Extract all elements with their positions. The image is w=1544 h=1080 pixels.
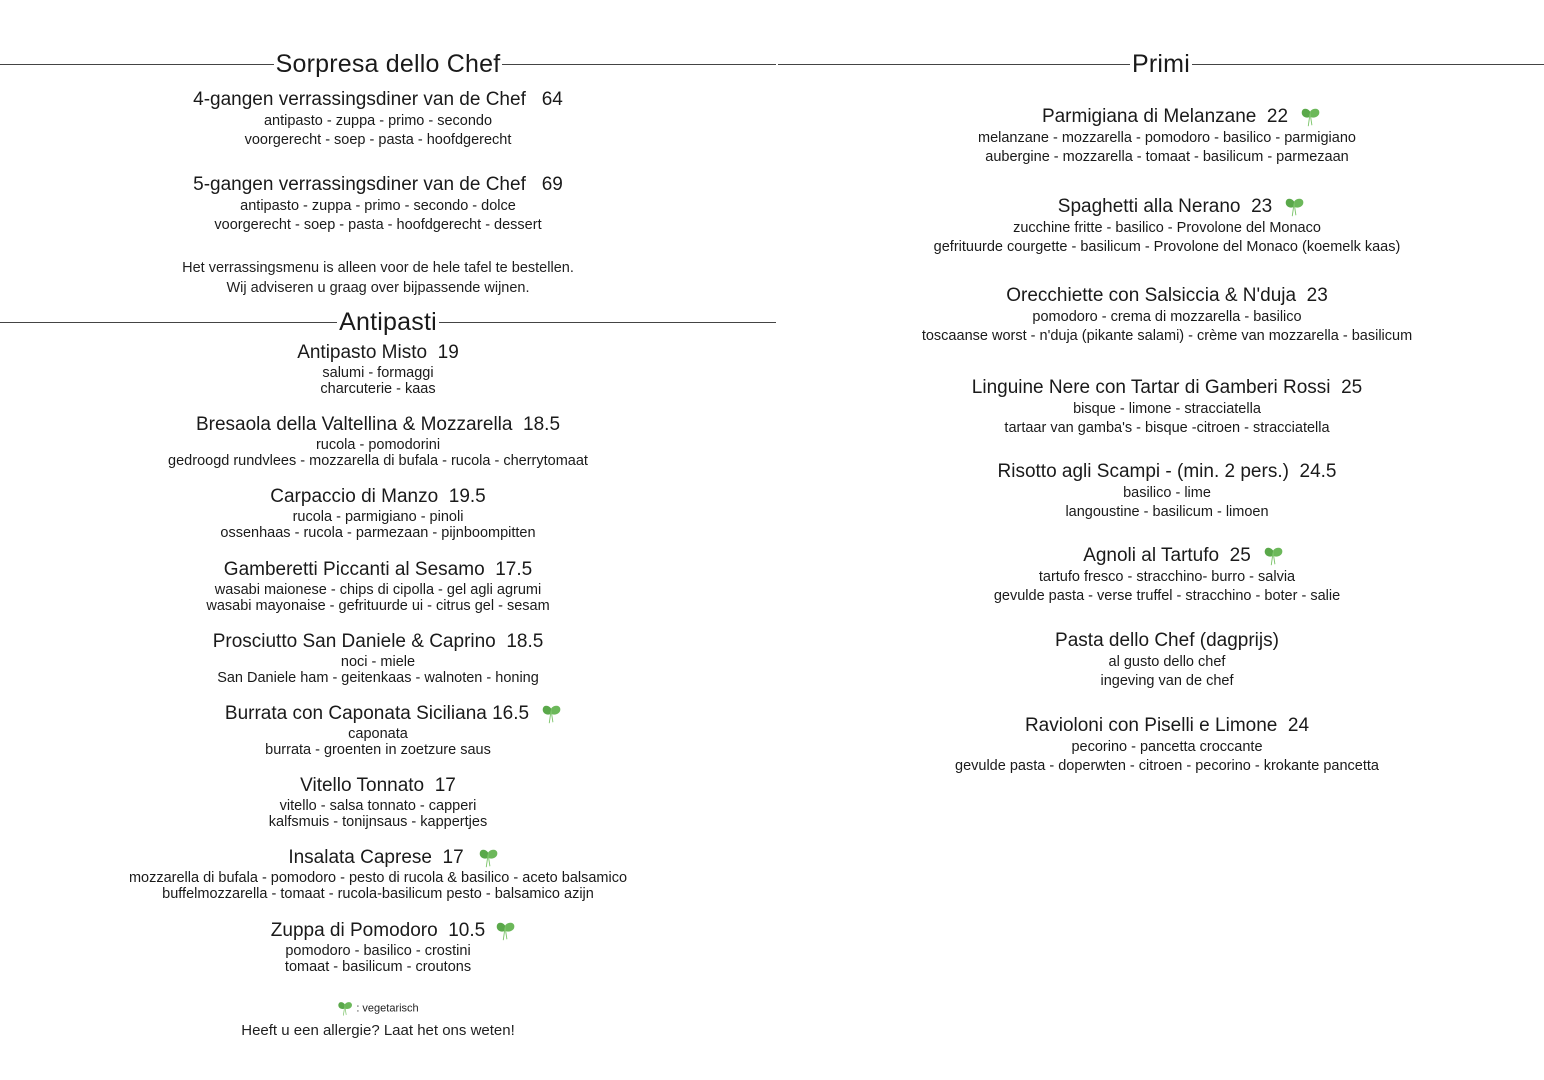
item-price: 17 (442, 847, 464, 868)
item-desc-nl: tomaat - basilicum - croutons (284, 959, 472, 975)
leaf-icon (1284, 196, 1306, 218)
item-name-line (1083, 544, 1285, 568)
item-price: 69 (541, 174, 563, 195)
item-desc-it: caponata (348, 726, 408, 742)
item-desc-nl: wasabi mayonaise - gefrituurde ui - citrus gel - sesam (206, 598, 550, 614)
leaf-icon (541, 703, 563, 725)
menu-item (0, 558, 776, 614)
item-desc-it: tartufo fresco - stracchino- burro - salvia (1038, 569, 1296, 585)
menu-item (0, 702, 776, 758)
menu-item (790, 376, 1544, 438)
leaf-icon (337, 1000, 354, 1017)
item-price: 19.5 (448, 486, 486, 507)
item-name-line (297, 341, 459, 365)
item-desc-nl: aubergine - mozzarella - tomaat - basilicum - parmezaan (985, 149, 1349, 165)
item-desc-nl: gedroogd rundvlees - mozzarella di bufala - rucola - cherrytomaat (168, 453, 588, 469)
item-desc-it: noci - miele (340, 654, 416, 670)
menu-item (790, 460, 1544, 522)
item-desc-nl: ossenhaas - rucola - parmezaan - pijnboompitten (220, 525, 536, 541)
item-name: 4-gangen verrassingsdiner van de Chef (193, 89, 526, 110)
item-desc-it: basilico - lime (1123, 485, 1211, 501)
item-desc-it: melanzane - mozzarella - pomodoro - basilico - parmigiano (978, 130, 1356, 146)
item-name-line (998, 460, 1337, 484)
item-name-line (1006, 284, 1328, 308)
section-header-primi (778, 44, 1544, 84)
menu-item (0, 88, 776, 150)
leaf-icon (495, 920, 517, 942)
item-price: 18.5 (506, 631, 544, 652)
section-header-antipasti (0, 302, 776, 342)
item-name-line (213, 630, 544, 654)
item-name: Bresaola della Valtellina & Mozzarella (195, 414, 513, 435)
item-name-line (271, 919, 517, 943)
item-desc-nl: tartaar van gamba's - bisque -citroen - stracciatella (1004, 420, 1330, 436)
item-desc-it: antipasto - zuppa - primo - secondo (263, 113, 493, 129)
item-desc-it: bisque - limone - stracciatella (1073, 401, 1261, 417)
item-desc-it: pomodoro - basilico - crostini (285, 943, 471, 959)
item-name: Carpaccio di Manzo (270, 486, 439, 507)
item-price: 18.5 (523, 414, 561, 435)
menu-item (790, 195, 1544, 257)
item-name: Vitello Tonnato (300, 775, 425, 796)
item-name-line (193, 173, 563, 197)
item-price: 25 (1229, 545, 1251, 566)
item-name-line (225, 702, 563, 726)
item-name: Insalata Caprese (288, 847, 432, 868)
leaf-icon (1300, 106, 1322, 128)
item-name: Spaghetti alla Nerano (1057, 196, 1241, 217)
menu-item (0, 774, 776, 830)
note-line: Het verrassingsmenu is alleen voor de hele tafel te bestellen. (182, 260, 574, 276)
item-name: Burrata con Caponata Siciliana (224, 703, 487, 724)
item-desc-nl: gefrituurde courgette - basilicum - Provolone del Monaco (koemelk kaas) (933, 239, 1401, 255)
item-price: 24.5 (1299, 461, 1337, 482)
item-desc-it: mozzarella di bufala - pomodoro - pesto di rucola & basilico - aceto balsamico (128, 870, 628, 886)
leaf-icon (478, 847, 500, 869)
menu-item (790, 284, 1544, 346)
note-line: Wij adviseren u graag over bijpassende wijnen. (226, 280, 530, 296)
item-name-line (270, 485, 485, 509)
item-name-line (288, 846, 499, 870)
item-name-line (193, 88, 563, 112)
item-name: Risotto agli Scampi - (min. 2 pers.) (997, 461, 1289, 482)
vegetarian-legend (0, 1000, 776, 1017)
menu-item (0, 485, 776, 541)
allergy-note: Heeft u een allergie? Laat het ons weten! (241, 1022, 515, 1039)
leaf-icon (1263, 545, 1285, 567)
item-desc-it: zucchine fritte - basilico - Provolone del Monaco (1013, 220, 1321, 236)
item-name-line (300, 774, 456, 798)
item-name: Antipasto Misto (297, 342, 428, 363)
item-name: 5-gangen verrassingsdiner van de Chef (193, 174, 526, 195)
item-price: 23 (1306, 285, 1328, 306)
menu-item (790, 629, 1544, 691)
divider-rule (1192, 64, 1544, 65)
item-name: Zuppa di Pomodoro (270, 920, 438, 941)
item-price: 17 (434, 775, 456, 796)
item-name-line (1058, 195, 1306, 219)
item-name: Pasta dello Chef (dagprijs) (1055, 630, 1279, 651)
item-desc-nl: buffelmozzarella - tomaat - rucola-basilicum pesto - balsamico azijn (162, 886, 594, 902)
divider-rule (0, 322, 337, 323)
item-name: Linguine Nere con Tartar di Gamberi Rossi (971, 377, 1331, 398)
item-name: Agnoli al Tartufo (1083, 545, 1220, 566)
item-price: 17.5 (495, 559, 533, 580)
section-title: Sorpresa dello Chef (275, 50, 501, 78)
item-name: Parmigiana di Melanzane (1041, 106, 1257, 127)
item-name: Prosciutto San Daniele & Caprino (212, 631, 496, 652)
section-header-sorpresa (0, 44, 776, 84)
divider-rule (439, 322, 776, 323)
item-desc-nl: voorgerecht - soep - pasta - hoofdgerecht (244, 132, 512, 148)
item-desc-it: wasabi maionese - chips di cipolla - gel agli agrumi (214, 582, 542, 598)
item-desc-nl: burrata - groenten in zoetzure saus (265, 742, 491, 758)
item-desc-nl: charcuterie - kaas (320, 381, 436, 397)
item-price: 25 (1341, 377, 1363, 398)
item-price: 22 (1266, 106, 1289, 127)
menu-item (790, 544, 1544, 606)
menu-item (0, 173, 776, 235)
menu-item (0, 341, 776, 397)
item-desc-it: al gusto dello chef (1108, 654, 1226, 670)
item-price: 19 (437, 342, 459, 363)
item-name: Gamberetti Piccanti al Sesamo (223, 559, 485, 580)
item-desc-nl: toscaanse worst - n'duja (pikante salami) - crème van mozzarella - basilicum (921, 328, 1413, 344)
menu-item (790, 714, 1544, 776)
menu-item (0, 919, 776, 975)
item-desc-nl: kalfsmuis - tonijnsaus - kappertjes (268, 814, 488, 830)
item-desc-nl: gevulde pasta - doperwten - citroen - pecorino - krokante pancetta (955, 758, 1379, 774)
item-desc-it: rucola - pomodorini (315, 437, 441, 453)
section-title: Antipasti (339, 308, 437, 336)
item-desc-it: antipasto - zuppa - primo - secondo - dolce (240, 198, 516, 214)
item-desc-nl: San Daniele ham - geitenkaas - walnoten - honing (217, 670, 539, 686)
section-title: Primi (1132, 50, 1190, 78)
item-desc-nl: langoustine - basilicum - limoen (1065, 504, 1269, 520)
item-name: Ravioloni con Piselli e Limone (1024, 715, 1278, 736)
item-price: 23 (1251, 196, 1273, 217)
legend-label: : vegetarisch (356, 1002, 419, 1015)
item-name-line (1042, 105, 1322, 129)
item-desc-nl: voorgerecht - soep - pasta - hoofdgerecht - dessert (214, 217, 542, 233)
divider-rule (778, 64, 1130, 65)
item-name: Orecchiette con Salsiccia & N'duja (1006, 285, 1297, 306)
item-price: 10.5 (448, 920, 486, 941)
item-desc-nl: ingeving van de chef (1100, 673, 1234, 689)
item-price: 24 (1287, 715, 1310, 736)
menu-item (790, 105, 1544, 167)
sorpresa-note (0, 258, 776, 298)
item-desc-it: pomodoro - crema di mozzarella - basilico (1032, 309, 1302, 325)
item-name-line (1025, 714, 1309, 738)
item-name-line (224, 558, 532, 582)
item-name-line (1055, 629, 1279, 653)
item-name-line (972, 376, 1362, 400)
menu-item (0, 630, 776, 686)
item-desc-it: rucola - parmigiano - pinoli (292, 509, 464, 525)
divider-rule (0, 64, 274, 65)
menu-item (0, 846, 776, 902)
item-desc-it: vitello - salsa tonnato - capperi (279, 798, 477, 814)
item-name-line (196, 413, 560, 437)
item-desc-nl: gevulde pasta - verse truffel - stracchino - boter - salie (993, 588, 1341, 604)
item-price: 64 (541, 89, 563, 110)
item-price: 16.5 (492, 703, 530, 724)
menu-item (0, 413, 776, 469)
item-desc-it: salumi - formaggi (322, 365, 434, 381)
item-desc-it: pecorino - pancetta croccante (1071, 739, 1263, 755)
divider-rule (502, 64, 776, 65)
